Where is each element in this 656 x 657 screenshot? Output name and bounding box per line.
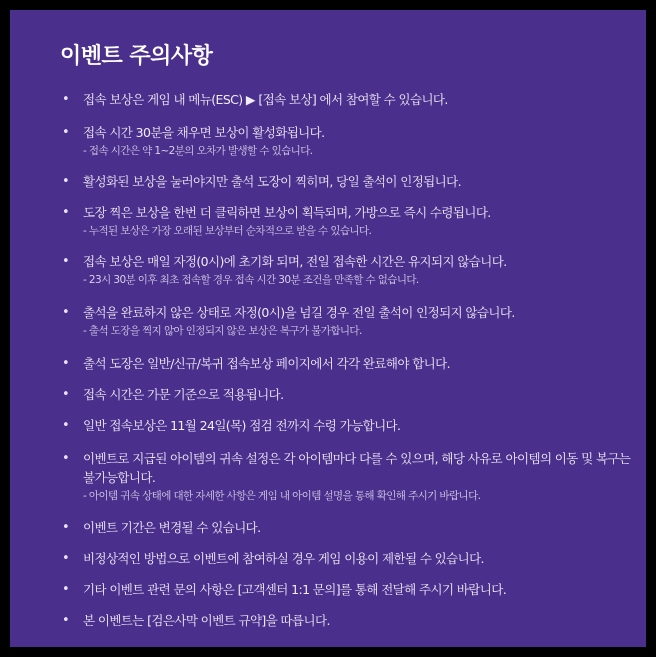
bullet-icon: •: [62, 582, 70, 597]
notice-item: [58, 580, 643, 599]
bullet-icon: •: [62, 387, 70, 402]
notice-item: [58, 90, 643, 109]
notice-text: 접속 시간 30분을 채우면 보상이 활성화됩니다.: [83, 125, 325, 140]
bullet-icon: •: [62, 356, 70, 371]
notice-sub-note: - 누적된 보상은 가장 오래된 보상부터 순차적으로 받을 수 있습니다.: [83, 225, 372, 237]
notice-text: 본 이벤트는 [검은사막 이벤트 규약]을 따릅니다.: [83, 613, 330, 628]
notice-text: 기타 이벤트 관련 문의 사항은 [고객센터 1:1 문의]를 통해 전달해 주시기 바랍니다.: [83, 582, 507, 597]
notice-text: 이벤트 기간은 변경될 수 있습니다.: [83, 520, 261, 535]
bullet-icon: •: [62, 418, 70, 433]
event-notice-panel: [10, 10, 646, 647]
bullet-icon: •: [62, 451, 70, 466]
notice-item: [58, 123, 643, 159]
bullet-icon: •: [62, 520, 70, 535]
notice-text: 접속 보상은 게임 내 메뉴(ESC) ▶ [접속 보상] 에서 참여할 수 있습니다.: [83, 92, 448, 107]
notice-text: 접속 시간은 가문 기준으로 적용됩니다.: [83, 387, 284, 402]
notice-text: 도장 찍은 보상을 한번 더 클릭하면 보상이 획득되며, 가방으로 즉시 수령됩니다.: [83, 205, 491, 220]
bullet-icon: •: [62, 174, 70, 189]
notice-sub-note: - 23시 30분 이후 최초 접속할 경우 접속 시간 30분 조건을 만족할 수 없습니다.: [83, 274, 419, 286]
notice-item: [58, 611, 643, 630]
notice-text: 출석을 완료하지 않은 상태로 자정(0시)을 넘길 경우 전일 출석이 인정되지 않습니다.: [83, 305, 515, 320]
notice-item: [58, 303, 643, 339]
bullet-icon: •: [62, 254, 70, 269]
notice-text: 활성화된 보상을 눌러야지만 출석 도장이 찍히며, 당일 출석이 인정됩니다.: [83, 174, 461, 189]
notice-text: 출석 도장은 일반/신규/복귀 접속보상 페이지에서 각각 완료해야 합니다.: [83, 356, 450, 371]
bullet-icon: •: [62, 551, 70, 566]
notice-item: [58, 354, 643, 373]
bullet-icon: •: [62, 125, 70, 140]
bullet-icon: •: [62, 305, 70, 320]
page-title: 이벤트 주의사항: [60, 44, 213, 69]
bullet-icon: •: [62, 205, 70, 220]
bullet-icon: •: [62, 92, 70, 107]
notice-item: [58, 518, 643, 537]
notice-text: 일반 접속보상은 11월 24일(목) 점검 전까지 수령 가능합니다.: [83, 418, 401, 433]
notice-sub-note: - 접속 시간은 약 1~2분의 오차가 발생할 수 있습니다.: [83, 145, 313, 157]
notice-item: [58, 203, 643, 239]
notice-item: [58, 252, 643, 288]
notice-item: [58, 385, 643, 404]
notice-item: [58, 449, 643, 504]
bullet-icon: •: [62, 613, 70, 628]
notice-sub-note: - 출석 도장을 찍지 않아 인정되지 않은 보상은 복구가 불가합니다.: [83, 325, 362, 337]
notice-text: 접속 보상은 매일 자정(0시)에 초기화 되며, 전일 접속한 시간은 유지되지 않습니다.: [83, 254, 507, 269]
notice-sub-note: - 아이템 귀속 상태에 대한 자세한 사항은 게임 내 아이템 설명을 통해 확인해 주시기 바랍니다.: [83, 490, 481, 502]
notice-text: 비정상적인 방법으로 이벤트에 참여하실 경우 게임 이용이 제한될 수 있습니다.: [83, 551, 484, 566]
notice-item: [58, 172, 643, 191]
notice-text: 이벤트로 지급된 아이템의 귀속 설정은 각 아이템마다 다를 수 있으며, 해당 사유로 아이템의 이동 및 복구는 불가능합니다.: [83, 451, 631, 485]
notice-item: [58, 549, 643, 568]
notice-item: [58, 416, 643, 435]
